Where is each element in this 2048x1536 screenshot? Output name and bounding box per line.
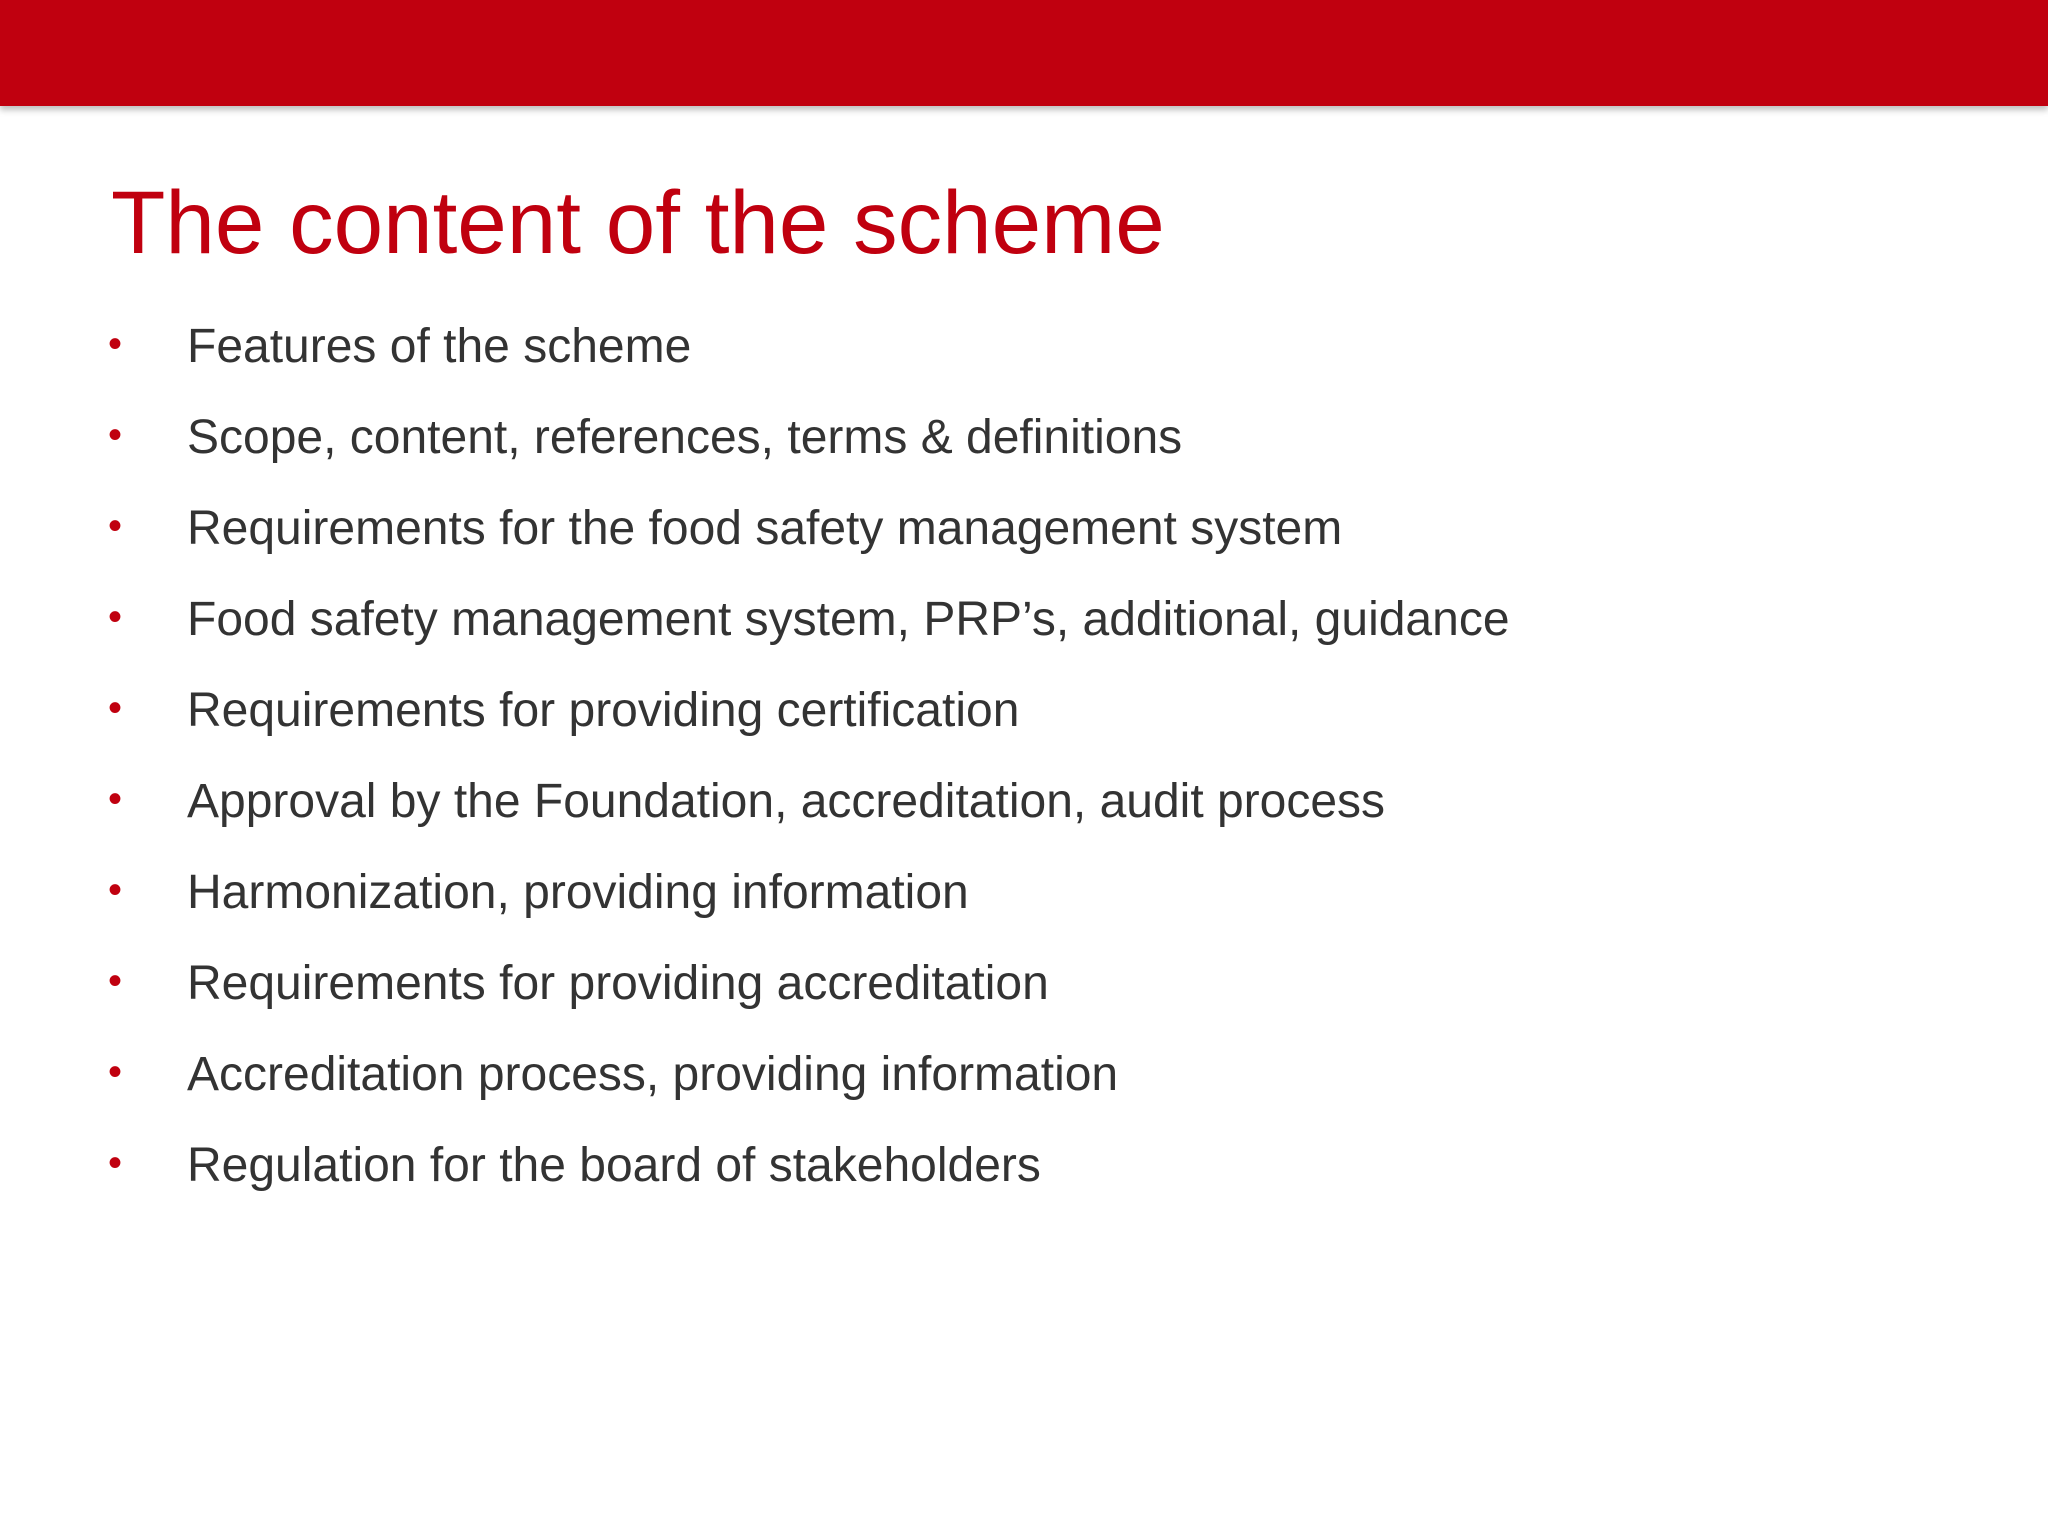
bullet-text: Regulation for the board of stakeholders (187, 1139, 1041, 1192)
bullet-text: Approval by the Foundation, accreditation, audit process (187, 775, 1386, 828)
bullet-item (0, 1137, 1800, 1228)
bullet-item (0, 864, 1800, 955)
bullet-list (0, 318, 1800, 1228)
bullet-text: Requirements for providing certification (187, 684, 1020, 737)
header-accent-bar (0, 0, 2048, 106)
bullet-icon: • (108, 504, 123, 548)
bullet-item (0, 409, 1800, 500)
bullet-icon: • (108, 959, 123, 1003)
bullet-text: Scope, content, references, terms & definitions (187, 411, 1183, 464)
bullet-icon: • (108, 686, 123, 730)
bullet-item (0, 591, 1800, 682)
bullet-item (0, 955, 1800, 1046)
bullet-icon: • (108, 1141, 123, 1185)
bullet-icon: • (108, 868, 123, 912)
bullet-item (0, 500, 1800, 591)
bullet-text: Food safety management system, PRP’s, additional, guidance (187, 593, 1510, 646)
bullet-icon: • (108, 413, 123, 457)
bullet-item (0, 773, 1800, 864)
bullet-item (0, 318, 1800, 409)
bullet-text: Requirements for providing accreditation (187, 957, 1049, 1010)
bullet-item (0, 1046, 1800, 1137)
slide-title: The content of the scheme (111, 172, 1165, 272)
bullet-icon: • (108, 1050, 123, 1094)
bullet-icon: • (108, 595, 123, 639)
bullet-text: Features of the scheme (187, 320, 692, 373)
bullet-icon: • (108, 777, 123, 821)
bullet-icon: • (108, 322, 123, 366)
bullet-text: Requirements for the food safety management system (187, 502, 1343, 555)
bullet-text: Accreditation process, providing information (187, 1048, 1119, 1101)
bullet-text: Harmonization, providing information (187, 866, 969, 919)
bullet-item (0, 682, 1800, 773)
